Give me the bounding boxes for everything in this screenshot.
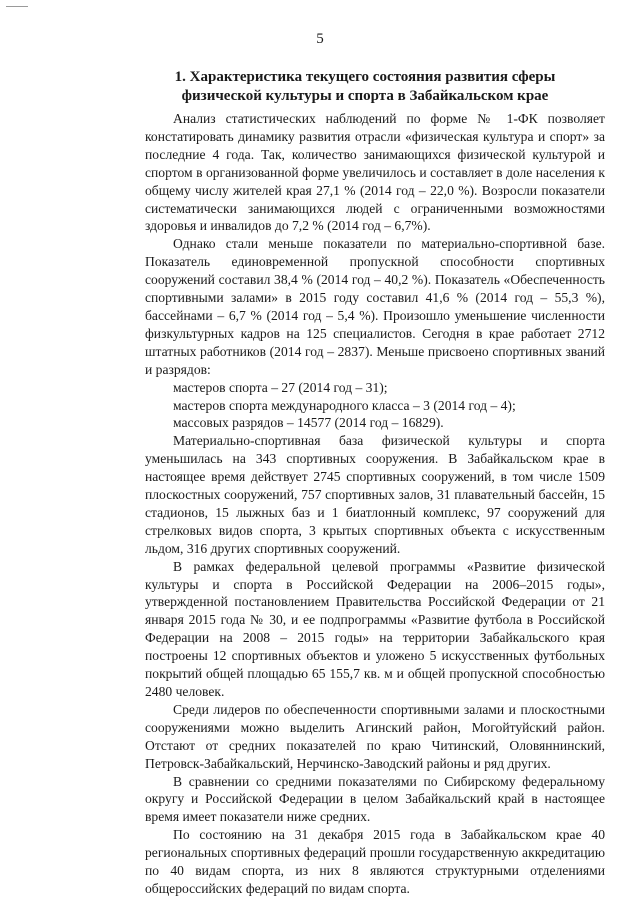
paragraph-comparison: В сравнении со средними показателями по Сибирскому федеральному округу и Российской Федерации в целом Забайкальский край в настоящее время имеет показатели ниже средних. — [145, 773, 605, 825]
scan-corner-mark — [6, 6, 28, 7]
paragraph-federal-program: В рамках федеральной целевой программы «Развитие физической культуры и спорта в Российской Федерации на 2006–2015 годы», утвержденной постановлением Правительства Российской Федерации от 21 января 2015 года № 30, и ее подпрограммы «Развитие футбола в Российской Федерации на 2008 – 2015 годы» на территории Забайкальского края построены 12 спортивных объектов и уложено 5 искусственных футбольных покрытий общей площадью 65 155,7 кв. м и общей пропускной способностью 2480 человек. — [145, 558, 605, 699]
paragraph-statistics: Анализ статистических наблюдений по форме № 1-ФК позволяет констатировать динамику развития отрасли «физическая культура и спорт» за последние 4 года. Так, количество занимающихся физической культурой и спортом в организованной форме увеличилось и составляет в доле населения к общему числу жителей края 27,1 % (2014 год – 22,0 %). Возросли показатели систематически занимающихся людей с ограниченными возможностями здоровья и инвалидов до 7,2 % (2014 год – 6,7%). — [145, 111, 605, 234]
list-item-masters-of-sport: мастеров спорта – 27 (2014 год – 31); — [173, 379, 388, 395]
paragraph-sports-facilities: Материально-спортивная база физической культуры и спорта уменьшилась на 343 спортивных сооружения. В Забайкальском крае в настоящее время действует 2745 спортивных сооружений, в том числе 1509 плоскостных сооружений, 757 спортивных залов, 31 плавательный бассейн, 15 стадионов, 15 лыжных баз и 1 биатлонный комплекс, 97 сооружений для стрелковых видов спорта, 3 крытых спортивных объекта с искусственным льдом, 316 других спортивных сооружений. — [145, 433, 605, 556]
list-item-mass-ranks: массовых разрядов – 14577 (2014 год – 16829). — [173, 415, 444, 431]
paragraph-district-leaders: Среди лидеров по обеспеченности спортивными залами и плоскостными сооружениями можно выделить Агинский район, Могойтуйский район. Отстают от средних показателей по краю Читинский, Оловяннинский, Петровск-Забайкальский, Нерчинско-Заводский районы и ряд других. — [145, 701, 605, 771]
section-heading: 1. Характеристика текущего состояния развития сферы физической культуры и спорта в Забайкальском крае — [174, 69, 556, 104]
page-number: 5 — [316, 31, 324, 47]
body-text — [145, 110, 605, 898]
paragraph-material-base: Однако стали меньше показатели по материально-спортивной базе. Показатель единовременной пропускной способности спортивных сооружений составил 38,4 % (2014 год – 40,2 %). Показатель «Обеспеченность спортивными залами» в 2015 году составил 41,6 % (2014 год – 55,3 %), бассейнами – 6,7 % (2014 год – 5,4 %). Произошло уменьшение численности физкультурных кадров на 125 специалистов. Сегодня в крае работает 2712 штатных работников (2014 год – 2837). Меньше присвоено спортивных званий и разрядов: — [145, 236, 605, 377]
list-item-international-masters: мастеров спорта международного класса – 3 (2014 год – 4); — [173, 397, 516, 413]
paragraph-federations: По состоянию на 31 декабря 2015 года в Забайкальском крае 40 региональных спортивных федераций прошли государственную аккредитацию по 40 видам спорта, из них 8 являются структурными отделениями общероссийских федераций по видам спорта. — [145, 827, 605, 896]
